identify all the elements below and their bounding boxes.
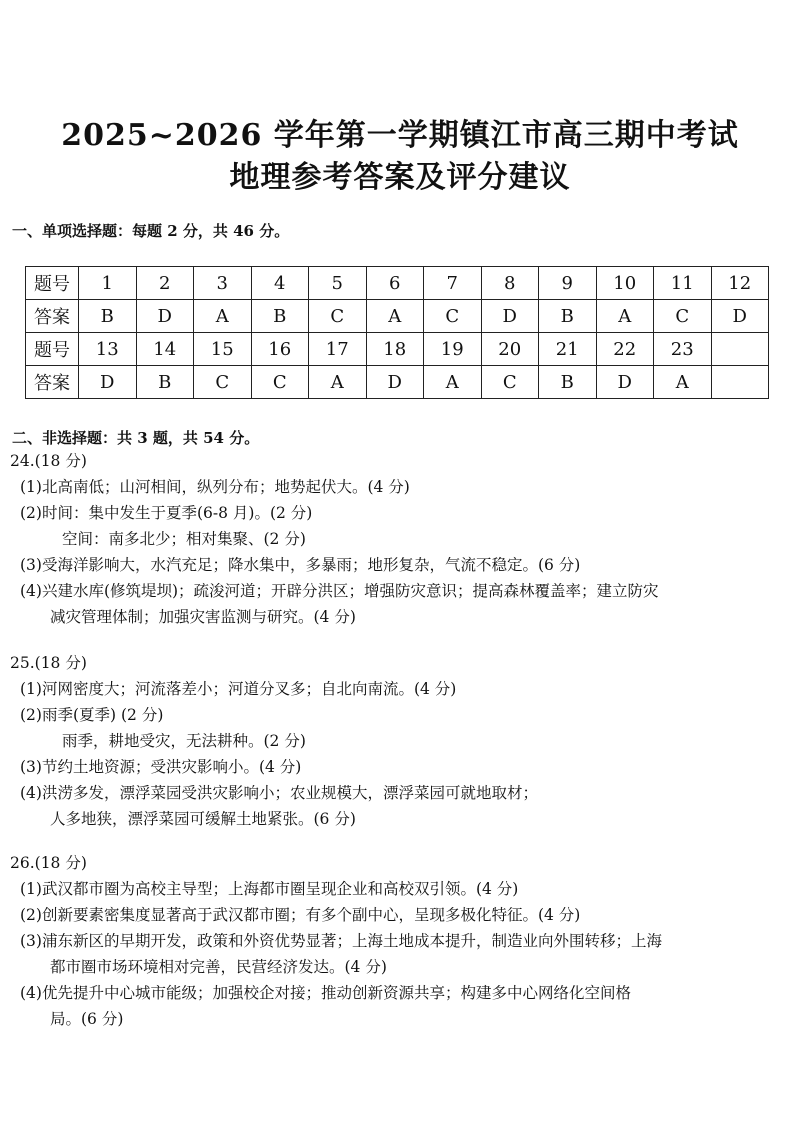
table-cell: 23 [654, 333, 712, 366]
document-subtitle: 地理参考答案及评分建议 [229, 160, 571, 195]
table-cell: A [654, 366, 712, 399]
table-cell: 13 [79, 333, 137, 366]
table-cell: D [711, 300, 769, 333]
table-cell: B [539, 366, 597, 399]
question-26-heading: 26.(18 分) [10, 854, 87, 872]
answer-line: (2)雨季(夏季) (2 分) [20, 706, 164, 724]
answer-line: (4)兴建水库(修筑堤坝)；疏浚河道；开辟分洪区；增强防灾意识；提高森林覆盖率；建立防灾 [20, 582, 659, 600]
answer-line: (1)武汉都市圈为高校主导型；上海都市圈呈现企业和高校双引领。(4 分) [20, 880, 519, 898]
table-cell [711, 366, 769, 399]
answer-line: (2)时间：集中发生于夏季(6-8 月)。(2 分) [20, 504, 313, 522]
table-cell: B [251, 300, 309, 333]
table-cell: B [539, 300, 597, 333]
answer-line: 减灾管理体制；加强灾害监测与研究。(4 分) [50, 608, 356, 626]
table-cell: C [654, 300, 712, 333]
table-cell: 22 [596, 333, 654, 366]
table-cell: D [596, 366, 654, 399]
answer-line: 人多地狭，漂浮菜园可缓解土地紧张。(6 分) [50, 810, 356, 828]
question-25-heading: 25.(18 分) [10, 654, 87, 672]
section-1-heading: 一、单项选择题：每题 2 分，共 46 分。 [12, 222, 290, 240]
table-cell: C [251, 366, 309, 399]
answer-line: 都市圈市场环境相对完善，民营经济发达。(4 分) [50, 958, 387, 976]
table-cell: 19 [424, 333, 482, 366]
table-cell [711, 333, 769, 366]
answer-line: (3)节约土地资源；受洪灾影响小。(4 分) [20, 758, 302, 776]
table-cell: 20 [481, 333, 539, 366]
table-cell: 8 [481, 267, 539, 300]
table-row [26, 300, 769, 333]
question-24-heading: 24.(18 分) [10, 452, 87, 470]
table-cell: B [136, 366, 194, 399]
table-cell: C [194, 366, 252, 399]
table-cell: D [481, 300, 539, 333]
table-row [26, 333, 769, 366]
table-cell: 11 [654, 267, 712, 300]
answer-line: (1)北高南低；山河相间，纵列分布；地势起伏大。(4 分) [20, 478, 410, 496]
table-cell: 4 [251, 267, 309, 300]
answer-table [25, 266, 769, 399]
table-cell: 15 [194, 333, 252, 366]
table-cell: A [366, 300, 424, 333]
table-cell: 7 [424, 267, 482, 300]
answer-line: (4)洪涝多发，漂浮菜园受洪灾影响小；农业规模大，漂浮菜园可就地取材； [20, 784, 538, 802]
table-cell: D [79, 366, 137, 399]
table-cell: B [79, 300, 137, 333]
table-cell: A [194, 300, 252, 333]
table-cell: A [424, 366, 482, 399]
answer-line: 空间：南多北少；相对集聚、(2 分) [62, 530, 306, 548]
section-2-heading: 二、非选择题：共 3 题，共 54 分。 [12, 429, 260, 447]
table-cell: D [136, 300, 194, 333]
table-cell: C [309, 300, 367, 333]
answer-line: 雨季，耕地受灾，无法耕种。(2 分) [62, 732, 306, 750]
table-row-label: 题号 [26, 267, 79, 300]
table-cell: A [309, 366, 367, 399]
table-cell: 17 [309, 333, 367, 366]
table-row-label: 题号 [26, 333, 79, 366]
table-cell: D [366, 366, 424, 399]
table-cell: 1 [79, 267, 137, 300]
table-cell: 10 [596, 267, 654, 300]
table-cell: 16 [251, 333, 309, 366]
table-row [26, 366, 769, 399]
answer-line: (4)优先提升中心城市能级；加强校企对接；推动创新资源共享；构建多中心网络化空间格 [20, 984, 631, 1002]
table-cell: C [481, 366, 539, 399]
answer-line: (3)受海洋影响大，水汽充足；降水集中，多暴雨；地形复杂，气流不稳定。(6 分) [20, 556, 581, 574]
answer-line: (2)创新要素密集度显著高于武汉都市圈；有多个副中心，呈现多极化特征。(4 分) [20, 906, 581, 924]
table-cell: 12 [711, 267, 769, 300]
table-cell: 18 [366, 333, 424, 366]
answer-line: 局。(6 分) [50, 1010, 124, 1028]
table-cell: 9 [539, 267, 597, 300]
document-title: 2025~2026 学年第一学期镇江市高三期中考试 [61, 118, 739, 153]
table-cell: 14 [136, 333, 194, 366]
answer-line: (3)浦东新区的早期开发，政策和外资优势显著；上海土地成本提升，制造业向外围转移；上海 [20, 932, 662, 950]
table-row-label: 答案 [26, 366, 79, 399]
answer-line: (1)河网密度大；河流落差小；河道分叉多；自北向南流。(4 分) [20, 680, 457, 698]
table-cell: 6 [366, 267, 424, 300]
table-cell: 5 [309, 267, 367, 300]
table-cell: 21 [539, 333, 597, 366]
table-cell: C [424, 300, 482, 333]
table-row [26, 267, 769, 300]
table-row-label: 答案 [26, 300, 79, 333]
table-cell: 2 [136, 267, 194, 300]
table-cell: 3 [194, 267, 252, 300]
table-cell: A [596, 300, 654, 333]
